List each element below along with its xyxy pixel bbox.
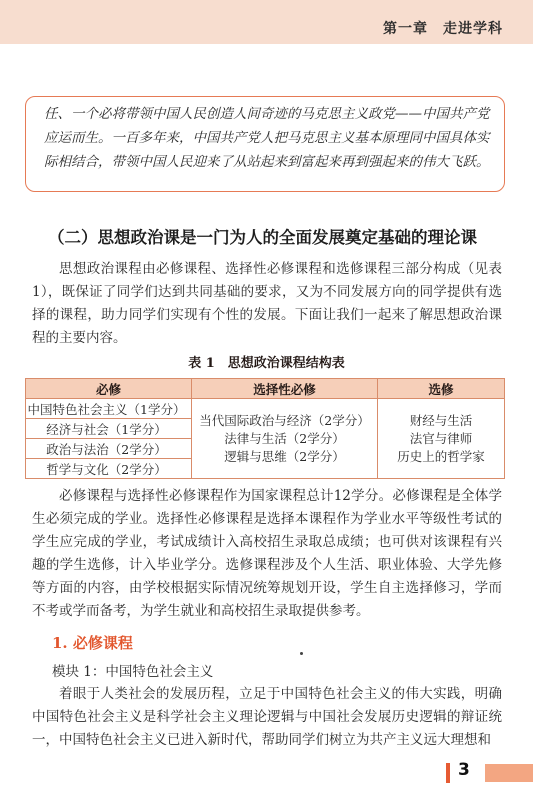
section-heading: （二）思想政治课是一门为人的全面发展奠定基础的理论课: [48, 228, 477, 247]
table-caption: 表 1 思想政治课程结构表: [188, 356, 345, 371]
chapter-title: 第一章 走进学科: [383, 21, 503, 37]
elective-cell: [378, 399, 505, 479]
required-course-3: 政治与法治（2学分）: [26, 439, 192, 459]
decorative-dot: [300, 652, 303, 655]
elective-course-3: 历史上的哲学家: [397, 448, 485, 464]
required-course-4: 哲学与文化（2学分）: [26, 459, 192, 479]
table-header-elective: 选修: [378, 379, 505, 399]
module-title: 模块 1：中国特色社会主义: [52, 664, 214, 680]
page-number: 3: [458, 760, 470, 780]
selective-required-cell: [192, 399, 378, 479]
selective-required-course-3: 逻辑与思维（2学分）: [224, 448, 345, 464]
quote-box: [25, 96, 505, 192]
subsection-heading: 1. 必修课程: [52, 634, 133, 652]
selective-required-course-2: 法律与生活（2学分）: [224, 430, 345, 446]
table-header-selective-required: 选择性必修: [192, 379, 378, 399]
elective-course-1: 财经与生活: [409, 412, 473, 428]
footer-band: [485, 764, 533, 782]
quote-text: 任、一个必将带领中国人民创造人间奇迹的马克思主义政党——中国共产党应运而生。一百多年来，中国共产党人把马克思主义基本原理同中国具体实际相结合，带领中国人民迎来了从站起来到富起来再到强起来的伟大飞跃。: [44, 106, 490, 170]
elective-course-2: 法官与律师: [409, 430, 473, 446]
intro-paragraph: 思想政治课程由必修课程、选择性必修课程和选修课程三部分构成（见表1），既保证了同学们达到共同基础的要求，又为不同发展方向的同学提供有选择的课程，助力同学们实现有个性的发展。下面让我们一起来了解思想政治课程的主要内容。: [32, 261, 502, 346]
table-header-required: 必修: [26, 379, 192, 399]
body-paragraph: 必修课程与选择性必修课程作为国家课程总计12学分。必修课程是全体学生必须完成的学业。选择性必修课程是选择本课程作为学业水平等级性考试的学生应完成的学业，考试成绩计入高校招生录取总成绩；也可供对该课程有兴趣的学生选修，计入毕业学分。选修课程涉及个人生活、职业体验、大学先修等方面的内容，由学校根据实际情况统筹规划开设，学生自主选择修习，学而不考或学而备考，为学生就业和高校招生录取提供参考。: [32, 488, 502, 619]
selective-required-course-1: 当代国际政治与经济（2学分）: [199, 412, 370, 428]
module-paragraph: 着眼于人类社会的发展历程，立足于中国特色社会主义的伟大实践，明确中国特色社会主义是科学社会主义理论逻辑与中国社会发展历史逻辑的辩证统一，中国特色社会主义已进入新时代，帮助同学们树立为共产主义远大理想和: [32, 686, 502, 748]
required-course-1: 中国特色社会主义（1学分）: [26, 399, 192, 419]
course-structure-table: [25, 378, 505, 479]
required-course-2: 经济与社会（1学分）: [26, 419, 192, 439]
footer-accent-bar: [446, 763, 450, 783]
